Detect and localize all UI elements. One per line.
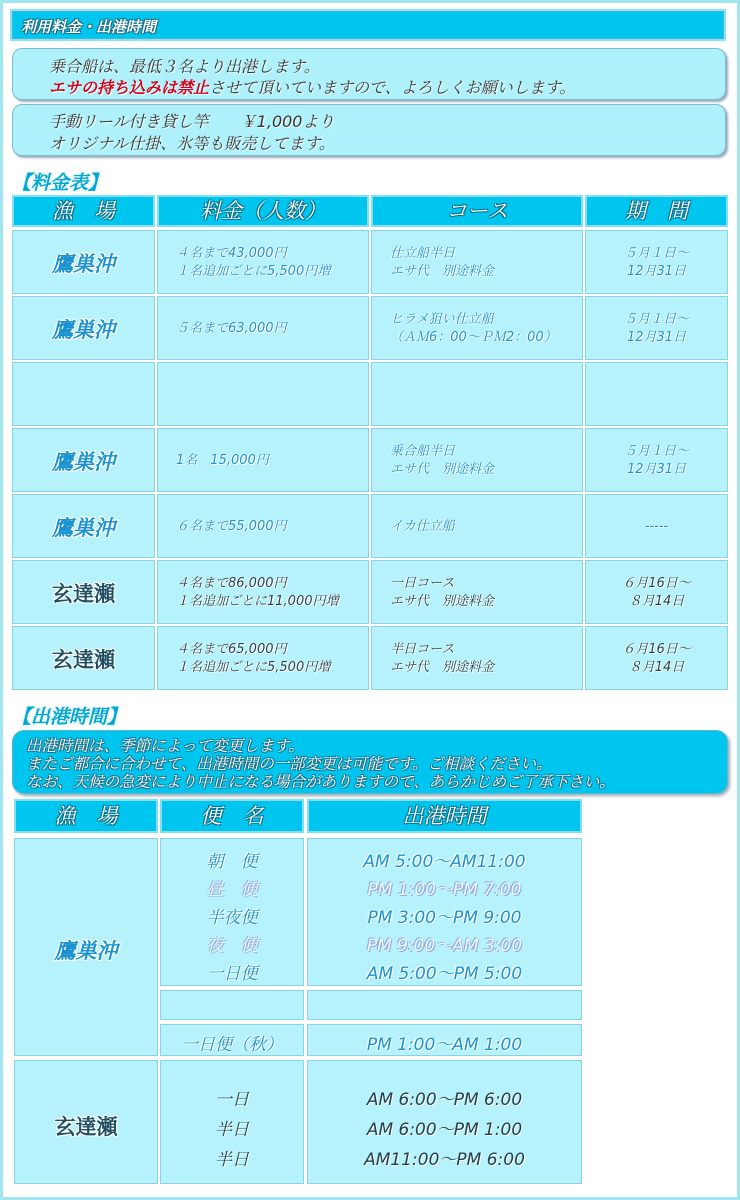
departure-time: AM11:00～PM 6:00 <box>364 1150 525 1170</box>
course-text: エサ代 別途料金 <box>390 264 495 279</box>
period-text: 12月31日 <box>626 264 687 279</box>
service-list-cell <box>160 1060 304 1184</box>
fee-cell-course <box>371 428 583 492</box>
course-text: 仕立船半日 <box>390 246 456 261</box>
notice-line: オリジナル仕掛、氷等も販売してます。 <box>49 134 335 153</box>
page-title: 利用料金・出港時間 <box>21 18 157 36</box>
departure-time: AM 5:00～AM11:00 <box>363 852 526 872</box>
fee-text: １名追加ごとに11,000円増 <box>176 594 339 609</box>
service-name: 半夜便 <box>206 908 258 928</box>
course-text: エサ代 別途料金 <box>390 462 495 477</box>
fee-header-course: コース <box>371 195 583 227</box>
departure-time: AM 5:00～PM 5:00 <box>366 964 523 984</box>
place-name: 玄達瀬 <box>52 648 115 672</box>
fee-cell-place <box>12 296 155 360</box>
time-place-cell <box>14 1060 158 1184</box>
course-text: 一日コース <box>390 576 455 591</box>
notice-line: またご都合に合わせて、出港時間の一部変更は可能です。ご相談ください。 <box>26 755 552 773</box>
autumn-time-cell <box>307 1024 582 1056</box>
fee-cell-course <box>371 626 583 690</box>
place-name: 玄達瀬 <box>52 582 115 606</box>
service-name: 半日 <box>215 1150 249 1170</box>
service-name: 半日 <box>215 1120 249 1140</box>
fee-cell-period <box>585 296 728 360</box>
period-text: 12月31日 <box>626 330 687 345</box>
fee-text: １名追加ごとに5,500円増 <box>176 264 331 279</box>
notice-line <box>49 75 575 98</box>
fee-cell-fee <box>157 296 369 360</box>
departure-time: PM 9:00～AM 3:00 <box>366 936 523 956</box>
fee-cell-place <box>12 494 155 558</box>
fee-text: ４名まで43,000円 <box>176 246 287 261</box>
service-name: 一日 <box>215 1090 249 1110</box>
time-header-service: 便 名 <box>160 799 304 833</box>
title-bar <box>10 9 726 41</box>
period-text: ８月14日 <box>628 660 685 675</box>
bait-ban-text: エサの持ち込みは禁止 <box>49 78 210 97</box>
fee-cell-course <box>371 560 583 624</box>
fee-header-fee: 料金（人数） <box>157 195 369 227</box>
course-text: エサ代 別途料金 <box>390 594 495 609</box>
fee-cell-place <box>12 560 155 624</box>
fee-text: ４名まで65,000円 <box>176 642 287 657</box>
fee-cell-period <box>585 362 728 426</box>
time-section-heading: 【出港時間】 <box>12 706 127 728</box>
service-name: 昼 便 <box>206 880 258 900</box>
notice-line-rest: させて頂いていますので、よろしくお願いします。 <box>209 78 576 97</box>
fee-cell-course <box>371 296 583 360</box>
fee-cell-fee <box>157 362 369 426</box>
place-name: 鷹巣沖 <box>52 516 115 540</box>
fee-text: ４名まで86,000円 <box>176 576 287 591</box>
course-text: ヒラメ狙い仕立船 <box>390 312 494 327</box>
service-name: 一日便 <box>206 964 258 984</box>
departure-time: AM 6:00～PM 6:00 <box>366 1090 523 1110</box>
fee-cell-period <box>585 560 728 624</box>
notice-box-boarding <box>12 48 726 100</box>
period-text: ５月１日～ <box>623 312 689 327</box>
time-list-cell <box>307 1060 582 1184</box>
period-text: ----- <box>644 519 669 534</box>
fee-text: ５名まで63,000円 <box>176 321 287 336</box>
fee-cell-fee <box>157 560 369 624</box>
service-name: 一日便（秋） <box>181 1035 283 1055</box>
fee-cell-course <box>371 362 583 426</box>
course-text: （ＡＭ6：00～ＰＭ2：00） <box>390 330 557 345</box>
departure-time: PM 1:00～AM 1:00 <box>366 1035 523 1055</box>
period-text: 12月31日 <box>626 462 687 477</box>
fee-text: ６名まで55,000円 <box>176 519 287 534</box>
place-name: 鷹巣沖 <box>52 318 115 342</box>
empty-cell <box>307 990 582 1020</box>
fee-text: 1名 15,000円 <box>176 453 269 468</box>
fee-cell-fee <box>157 494 369 558</box>
service-name: 夜 便 <box>206 936 258 956</box>
fee-cell-place <box>12 626 155 690</box>
fee-cell-fee <box>157 428 369 492</box>
time-header-departure: 出港時間 <box>307 799 582 833</box>
service-name: 朝 便 <box>206 852 258 872</box>
notice-line: 出港時間は、季節によって変更します。 <box>26 737 304 755</box>
fee-text: １名追加ごとに5,500円増 <box>176 660 331 675</box>
fee-cell-place <box>12 230 155 294</box>
notice-box-rental <box>12 104 726 156</box>
period-text: ６月16日～ <box>622 576 691 591</box>
empty-cell <box>160 990 304 1020</box>
course-text: 半日コース <box>390 642 455 657</box>
time-list-cell <box>307 838 582 986</box>
fee-cell-period <box>585 428 728 492</box>
place-name: 鷹巣沖 <box>54 939 118 963</box>
place-name: 鷹巣沖 <box>52 252 115 276</box>
period-text: ５月１日～ <box>623 444 689 459</box>
fee-cell-period <box>585 494 728 558</box>
departure-notice-box <box>12 730 728 794</box>
fee-cell-fee <box>157 230 369 294</box>
departure-time: AM 6:00～PM 1:00 <box>366 1120 523 1140</box>
notice-line: なお、天候の急変により中止になる場合がありますので、あらかじめご了承下さい。 <box>26 773 615 791</box>
period-text: ８月14日 <box>628 594 685 609</box>
fee-cell-place <box>12 428 155 492</box>
autumn-service-cell <box>160 1024 304 1056</box>
departure-time: PM 1:00～PM 7:00 <box>367 880 522 900</box>
place-name: 玄達瀬 <box>54 1115 118 1139</box>
fee-header-period: 期 間 <box>585 195 728 227</box>
service-list-cell <box>160 838 304 986</box>
fee-cell-fee <box>157 626 369 690</box>
fee-cell-place <box>12 362 155 426</box>
notice-line: 手動リール付き貸し竿 ￥1,000より <box>49 112 335 131</box>
fee-cell-period <box>585 626 728 690</box>
fee-cell-period <box>585 230 728 294</box>
time-header-place: 漁 場 <box>14 799 158 833</box>
place-name: 鷹巣沖 <box>52 450 115 474</box>
departure-time: PM 3:00～PM 9:00 <box>367 908 522 928</box>
course-text: イカ仕立船 <box>390 519 455 534</box>
period-text: ６月16日～ <box>622 642 691 657</box>
course-text: 乗合船半日 <box>390 444 456 459</box>
fee-cell-course <box>371 494 583 558</box>
course-text: エサ代 別途料金 <box>390 660 495 675</box>
period-text: ５月１日～ <box>623 246 689 261</box>
fee-cell-course <box>371 230 583 294</box>
fee-section-heading: 【料金表】 <box>12 172 108 194</box>
fee-header-place: 漁 場 <box>12 195 155 227</box>
notice-line: 乗合船は、最低３名より出港します。 <box>49 57 320 76</box>
time-place-cell <box>14 838 158 1056</box>
